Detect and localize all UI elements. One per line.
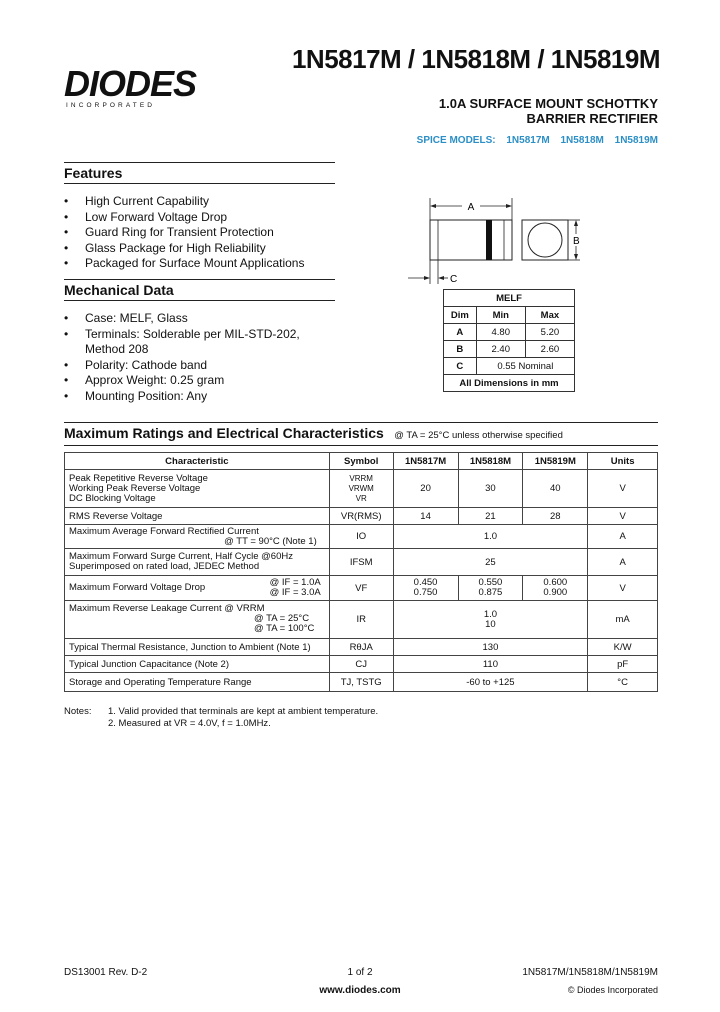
dim-label-a: A [467, 202, 475, 213]
char-text: Superimposed on rated load, JEDEC Method [69, 561, 260, 572]
symbol: VR [355, 493, 367, 503]
list-item: • Guard Ring for Transient Protection [64, 225, 335, 241]
symbol: TJ, TSTG [329, 673, 393, 692]
mechanical-list [64, 311, 335, 404]
footer-parts: 1N5817M/1N5818M/1N5819M [522, 967, 658, 978]
melf-dimension-table [443, 289, 575, 392]
features-heading: Features [64, 163, 335, 184]
column-header: 1N5817M [393, 453, 458, 470]
symbol: VF [329, 576, 393, 601]
unit-cell: V [588, 470, 658, 508]
char-text: RMS Reverse Voltage [65, 508, 330, 525]
char-text: Maximum Forward Voltage Drop [69, 582, 206, 593]
value-cell: 0.750 [413, 587, 438, 598]
dim-cell: A [444, 324, 477, 341]
symbol: IO [329, 525, 393, 549]
ratings-table [64, 452, 658, 692]
unit-cell: pF [588, 656, 658, 673]
dim-header: Max [525, 307, 574, 324]
table-row [444, 341, 575, 358]
note-item: 1. Valid provided that terminals are kept at ambient temperature. [108, 706, 379, 717]
value-cell: 21 [458, 508, 523, 525]
symbol: CJ [329, 656, 393, 673]
value-cell: 0.875 [478, 587, 503, 598]
value-cell: 25 [393, 549, 588, 576]
table-row [65, 601, 658, 639]
list-item: • Terminals: Solderable per MIL-STD-202, Method 208 [64, 327, 324, 358]
table-row [65, 525, 658, 549]
spice-model-link[interactable]: 1N5818M [560, 135, 604, 146]
dim-header: Dim [444, 307, 477, 324]
value-cell: 0.450 [413, 577, 438, 588]
symbol: IFSM [329, 549, 393, 576]
value-cell: 130 [393, 639, 588, 656]
note-item: 2. Measured at VR = 4.0V, f = 1.0MHz. [108, 718, 271, 729]
dim-table-title: MELF [444, 290, 575, 307]
list-item: • Approx Weight: 0.25 gram [64, 373, 335, 389]
website-link[interactable]: www.diodes.com [319, 985, 401, 996]
dim-label-b: B [573, 236, 580, 247]
page-title: 1N5817M / 1N5818M / 1N5819M [291, 44, 660, 74]
notes-label: Notes: [64, 706, 92, 717]
unit-cell: A [588, 525, 658, 549]
table-header-row [65, 453, 658, 470]
symbol: RθJA [329, 639, 393, 656]
features-list [64, 194, 335, 272]
value-cell: 1.0 [393, 525, 588, 549]
symbol: VR(RMS) [329, 508, 393, 525]
unit-cell: K/W [588, 639, 658, 656]
ratings-section [64, 422, 658, 446]
table-row [65, 639, 658, 656]
spice-models [330, 135, 658, 146]
dim-cell: 5.20 [525, 324, 574, 341]
subtitle-line-1: 1.0A SURFACE MOUNT SCHOTTKY [438, 96, 658, 111]
melf-package-diagram [400, 190, 590, 290]
page-number: 1 of 2 [347, 967, 373, 978]
char-condition: @ TA = 25°C [254, 613, 310, 624]
table-row [65, 576, 658, 601]
list-item: • Packaged for Surface Mount Applications [64, 256, 335, 272]
char-text: Maximum Average Forward Rectified Current [69, 525, 259, 537]
char-text: Peak Repetitive Reverse Voltage [69, 472, 208, 484]
logo-subtext: INCORPORATED [66, 102, 156, 109]
dim-cell: C [444, 358, 477, 375]
value-cell: 0.550 [478, 577, 503, 588]
value-cell: 20 [393, 470, 458, 508]
value-cell: 0.600 [543, 577, 568, 588]
dim-header: Min [476, 307, 525, 324]
logo-wordmark: DIODES [64, 64, 197, 104]
diodes-logo [64, 64, 226, 110]
symbol: IR [329, 601, 393, 639]
dim-cell: B [444, 341, 477, 358]
list-item: • Polarity: Cathode band [64, 358, 335, 374]
symbol: VRRM [349, 473, 373, 483]
table-row [444, 324, 575, 341]
list-item: • Mounting Position: Any [64, 389, 335, 405]
dim-label-c: C [450, 274, 458, 285]
dim-cell: 2.40 [476, 341, 525, 358]
value-cell: 14 [393, 508, 458, 525]
column-header: 1N5819M [523, 453, 588, 470]
dim-table-footer: All Dimensions in mm [444, 375, 575, 392]
symbol: VRWM [348, 483, 374, 493]
unit-cell: A [588, 549, 658, 576]
char-text: Maximum Reverse Leakage Current @ VRRM [69, 603, 265, 614]
table-row [65, 470, 658, 508]
column-header: 1N5818M [458, 453, 523, 470]
dim-cell: 0.55 Nominal [476, 358, 574, 375]
mechanical-section [64, 279, 335, 404]
char-text: Typical Thermal Resistance, Junction to Ambient (Note 1) [65, 639, 330, 656]
value-cell: 28 [523, 508, 588, 525]
list-item: • High Current Capability [64, 194, 335, 210]
table-row [65, 673, 658, 692]
spice-label: SPICE MODELS: [416, 135, 496, 146]
subtitle-line-2: BARRIER RECTIFIER [526, 111, 658, 126]
subtitle [330, 96, 658, 126]
dim-cell: 4.80 [476, 324, 525, 341]
value-cell: 10 [485, 618, 496, 630]
value-cell: 110 [393, 656, 588, 673]
value-cell: 30 [458, 470, 523, 508]
char-condition: @ TA = 100°C [254, 623, 315, 634]
features-section [64, 162, 335, 272]
column-header: Symbol [329, 453, 393, 470]
spice-model-link[interactable]: 1N5817M [506, 135, 550, 146]
char-text: DC Blocking Voltage [69, 492, 156, 504]
diodes-logo-graphic [64, 64, 226, 110]
list-item: • Case: MELF, Glass [64, 311, 335, 327]
ratings-condition: @ TA = 25°C unless otherwise specified [394, 430, 563, 441]
column-header: Characteristic [65, 453, 330, 470]
char-condition: @ TT = 90°C (Note 1) [224, 535, 317, 547]
column-header: Units [588, 453, 658, 470]
unit-cell: V [588, 508, 658, 525]
notes [64, 706, 378, 730]
table-row [444, 358, 575, 375]
unit-cell: mA [588, 601, 658, 639]
table-row [65, 508, 658, 525]
char-text: Storage and Operating Temperature Range [65, 673, 330, 692]
unit-cell: °C [588, 673, 658, 692]
char-text: Maximum Forward Surge Current, Half Cycle @60Hz [69, 551, 293, 562]
table-row [65, 656, 658, 673]
dim-cell: 2.60 [525, 341, 574, 358]
char-text: Typical Junction Capacitance (Note 2) [65, 656, 330, 673]
footer-copyright: © Diodes Incorporated [567, 985, 658, 995]
char-condition: @ IF = 1.0A [269, 577, 321, 588]
cathode-band [486, 220, 492, 260]
spice-model-link[interactable]: 1N5819M [614, 135, 658, 146]
ratings-heading: Maximum Ratings and Electrical Characteristics [64, 425, 384, 441]
table-row [65, 549, 658, 576]
char-text: Working Peak Reverse Voltage [69, 482, 201, 494]
value-cell: 1.0 [483, 608, 498, 620]
char-condition: @ IF = 3.0A [269, 587, 321, 598]
unit-cell: V [588, 576, 658, 601]
list-item: • Glass Package for High Reliability [64, 241, 335, 257]
doc-number: DS13001 Rev. D-2 [64, 967, 148, 978]
mechanical-heading: Mechanical Data [64, 280, 335, 301]
value-cell: 40 [523, 470, 588, 508]
value-cell: 0.900 [543, 587, 568, 598]
value-cell: -60 to +125 [393, 673, 588, 692]
list-item: • Low Forward Voltage Drop [64, 210, 335, 226]
